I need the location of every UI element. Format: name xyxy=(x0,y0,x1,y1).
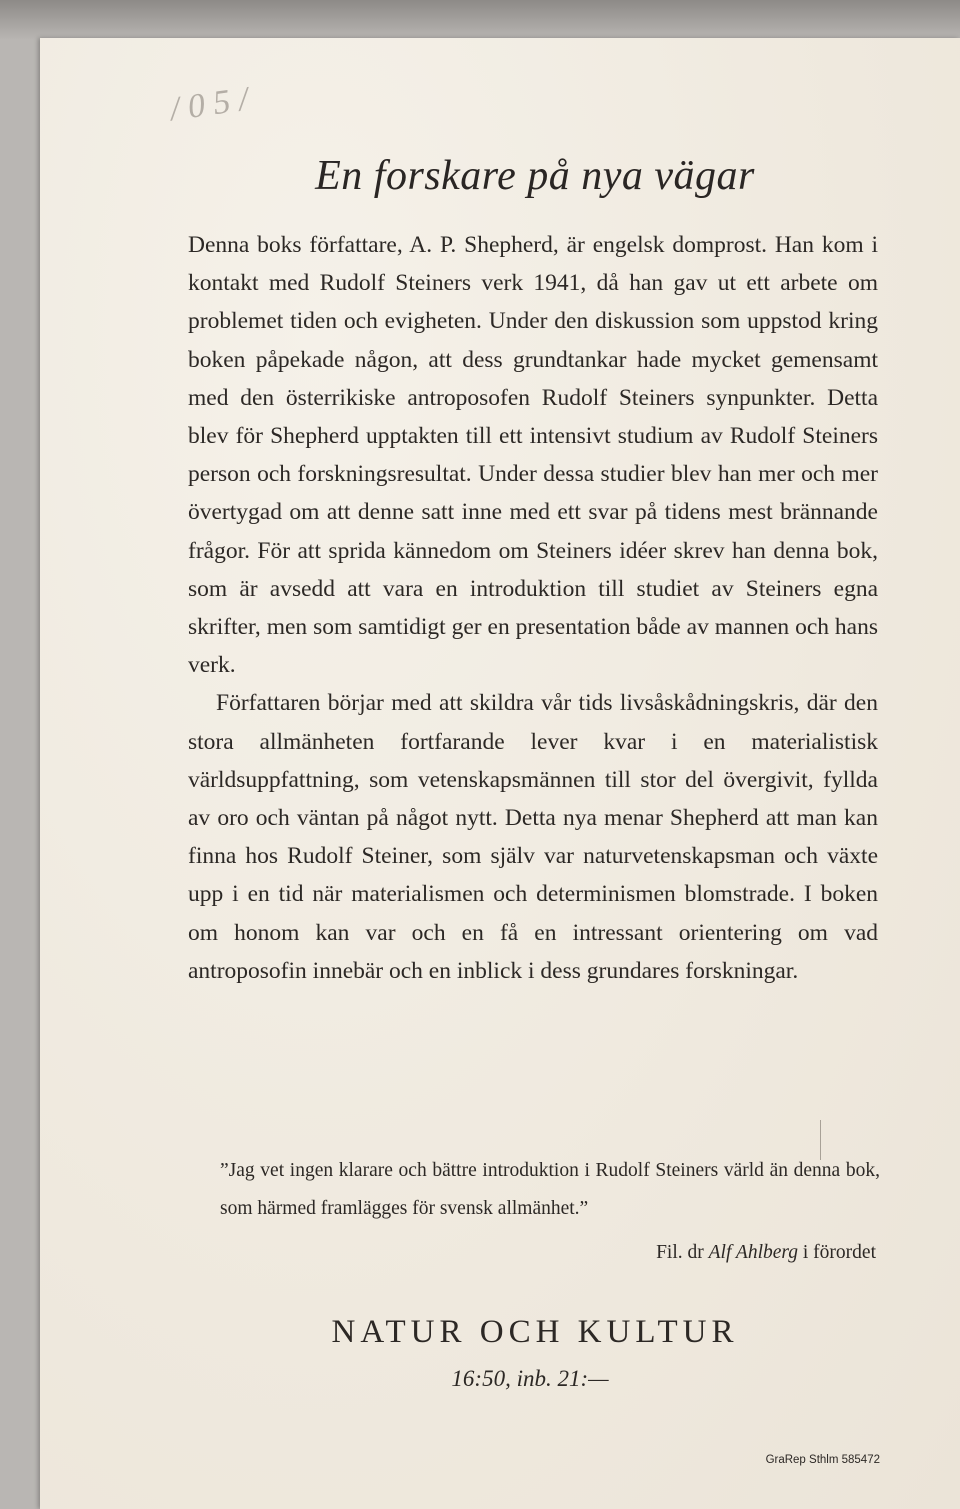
background-edge xyxy=(0,0,960,40)
price-label: 16:50, inb. 21:— xyxy=(451,1366,609,1391)
description-text xyxy=(188,226,878,990)
quote-text: ”Jag vet ingen klarare och bättre introduktion i Rudolf Steiners värld än denna bok, som härmed framlägges för svensk allmänhet.” xyxy=(220,1160,880,1219)
review-quote xyxy=(220,1152,880,1228)
attribution-prefix: Fil. dr xyxy=(656,1242,704,1263)
attribution-name: Alf Ahlberg xyxy=(708,1242,799,1263)
printer-imprint: GraRep Sthlm 585472 xyxy=(765,1454,880,1466)
paragraph-1: Denna boks författare, A. P. Shepherd, är engelsk domprost. Han kom i kontakt med Rudolf Steiners verk 1941, då han gav ut ett arbete om problemet tiden och evigheten. Under den diskussion som uppstod kring boken påpekade någon, att dess grundtankar hade mycket gemensamt med den österrikiske antroposofen Rudolf Steiners synpunkter. Detta blev för Shepherd upptakten till ett intensivt studium av Rudolf Steiners person och forskningsresultat. Under dessa studier blev han mer och mer övertygad om att denne satt inne med ett svar på tidens mest brännande frågor. För att sprida kännedom om Steiners idéer skrev han denna bok, som är avsedd att vara en introduktion till studiet av Steiners egna skrifter, men som samtidigt ger en presentation både av mannen och hans verk. xyxy=(188,232,878,679)
publisher-name: NATUR OCH KULTUR xyxy=(331,1314,739,1350)
pencil-annotation: / 0 5 / xyxy=(167,80,251,129)
page-title: En forskare på nya vägar xyxy=(315,153,755,199)
paragraph-2: Författaren börjar med att skildra vår tids livsåskådningskris, där den stora allmänheten fortfarande lever kvar i en materialistisk världsuppfattning, som vetenskapsmännen till stor del övergivit, fyllda av oro och väntan på något nytt. Detta nya menar Shepherd att man kan finna hos Rudolf Steiner, som själv var naturvetenskapsman och växte upp i en tid när materialismen och determinismen blomstrade. I boken om honom kan var och en få en intressant orientering om vad antroposofin innebär och en inblick i dess grundares forskningar. xyxy=(188,690,878,984)
attribution-suffix: i förordet xyxy=(802,1242,876,1263)
quote-attribution xyxy=(220,1242,876,1264)
